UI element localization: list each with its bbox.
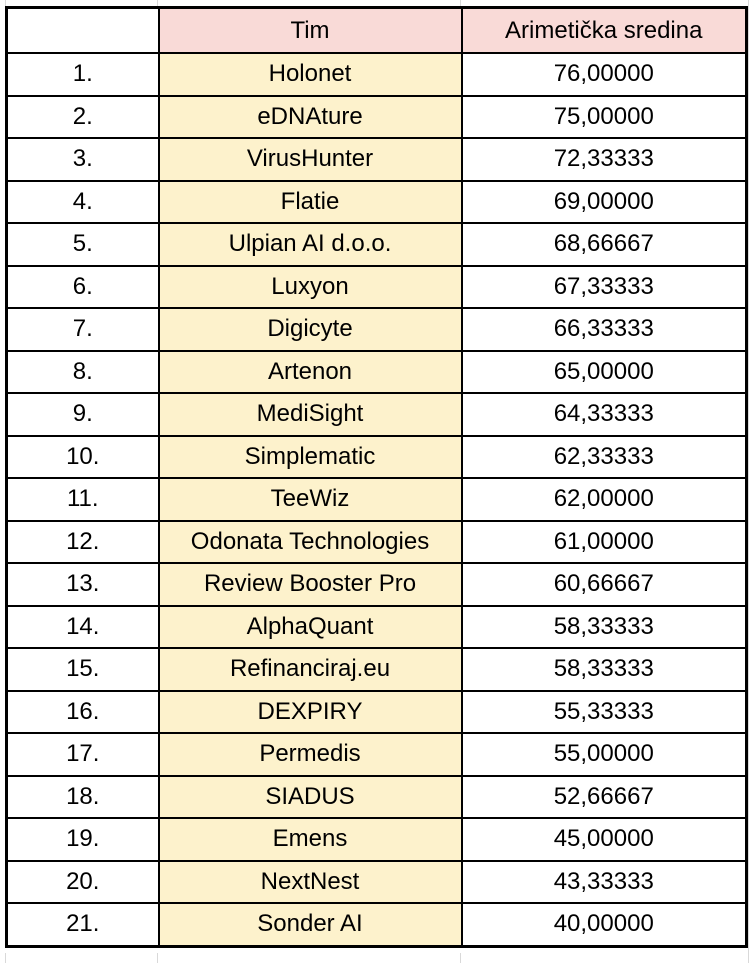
header-rank-cell: [7, 8, 159, 54]
rank-cell: 5.: [7, 223, 159, 266]
gridline-stub-bottom-col2: [460, 953, 461, 963]
rank-cell: 15.: [7, 648, 159, 691]
team-cell: Odonata Technologies: [159, 521, 462, 564]
rank-cell: 6.: [7, 266, 159, 309]
table-row: [7, 861, 747, 904]
team-cell: Refinanciraj.eu: [159, 648, 462, 691]
table-row: [7, 733, 747, 776]
mean-cell: 69,00000: [462, 181, 747, 224]
team-cell: VirusHunter: [159, 138, 462, 181]
header-team-cell: Tim: [159, 8, 462, 54]
header-mean-cell: Arimetička sredina: [462, 8, 747, 54]
mean-cell: 60,66667: [462, 563, 747, 606]
rank-cell: 1.: [7, 53, 159, 96]
team-cell: TeeWiz: [159, 478, 462, 521]
table-row: [7, 138, 747, 181]
mean-cell: 61,00000: [462, 521, 747, 564]
table-row: [7, 96, 747, 139]
rank-cell: 14.: [7, 606, 159, 649]
team-cell: Flatie: [159, 181, 462, 224]
table-row: [7, 606, 747, 649]
mean-cell: 72,33333: [462, 138, 747, 181]
rank-cell: 20.: [7, 861, 159, 904]
rank-cell: 10.: [7, 436, 159, 479]
gridline-right: [748, 0, 749, 963]
table-row: [7, 266, 747, 309]
table-row: [7, 393, 747, 436]
table-body: [7, 53, 747, 946]
table-row: [7, 563, 747, 606]
team-cell: Emens: [159, 818, 462, 861]
team-cell: Permedis: [159, 733, 462, 776]
mean-cell: 62,00000: [462, 478, 747, 521]
rank-cell: 21.: [7, 903, 159, 946]
team-cell: AlphaQuant: [159, 606, 462, 649]
mean-cell: 76,00000: [462, 53, 747, 96]
table-row: [7, 53, 747, 96]
mean-cell: 40,00000: [462, 903, 747, 946]
team-cell: Review Booster Pro: [159, 563, 462, 606]
mean-cell: 58,33333: [462, 606, 747, 649]
table-row: [7, 691, 747, 734]
gridline-stub-bottom-col1: [157, 953, 158, 963]
table-row: [7, 521, 747, 564]
table-row: [7, 648, 747, 691]
rank-cell: 9.: [7, 393, 159, 436]
ranking-table: [5, 6, 748, 948]
rank-cell: 16.: [7, 691, 159, 734]
rank-cell: 17.: [7, 733, 159, 776]
rank-cell: 8.: [7, 351, 159, 394]
gridline-stub-bottom-left: [5, 953, 6, 963]
team-cell: Holonet: [159, 53, 462, 96]
mean-cell: 58,33333: [462, 648, 747, 691]
mean-cell: 66,33333: [462, 308, 747, 351]
team-cell: Simplematic: [159, 436, 462, 479]
team-cell: Luxyon: [159, 266, 462, 309]
table-row: [7, 308, 747, 351]
table-row: [7, 223, 747, 266]
rank-cell: 7.: [7, 308, 159, 351]
team-cell: DEXPIRY: [159, 691, 462, 734]
team-cell: Ulpian AI d.o.o.: [159, 223, 462, 266]
team-cell: Sonder AI: [159, 903, 462, 946]
rank-cell: 11.: [7, 478, 159, 521]
mean-cell: 65,00000: [462, 351, 747, 394]
team-cell: eDNAture: [159, 96, 462, 139]
rank-cell: 19.: [7, 818, 159, 861]
mean-cell: 43,33333: [462, 861, 747, 904]
team-cell: Artenon: [159, 351, 462, 394]
header-row: [7, 8, 747, 54]
rank-cell: 2.: [7, 96, 159, 139]
mean-cell: 55,33333: [462, 691, 747, 734]
team-cell: SIADUS: [159, 776, 462, 819]
table-row: [7, 776, 747, 819]
rank-cell: 3.: [7, 138, 159, 181]
table-row: [7, 436, 747, 479]
team-cell: MediSight: [159, 393, 462, 436]
mean-cell: 45,00000: [462, 818, 747, 861]
table-row: [7, 818, 747, 861]
mean-cell: 55,00000: [462, 733, 747, 776]
table-row: [7, 903, 747, 946]
team-cell: Digicyte: [159, 308, 462, 351]
mean-cell: 75,00000: [462, 96, 747, 139]
table-row: [7, 478, 747, 521]
rank-cell: 4.: [7, 181, 159, 224]
mean-cell: 68,66667: [462, 223, 747, 266]
table-row: [7, 181, 747, 224]
rank-cell: 13.: [7, 563, 159, 606]
mean-cell: 67,33333: [462, 266, 747, 309]
table-row: [7, 351, 747, 394]
mean-cell: 52,66667: [462, 776, 747, 819]
team-cell: NextNest: [159, 861, 462, 904]
rank-cell: 12.: [7, 521, 159, 564]
rank-cell: 18.: [7, 776, 159, 819]
mean-cell: 64,33333: [462, 393, 747, 436]
mean-cell: 62,33333: [462, 436, 747, 479]
